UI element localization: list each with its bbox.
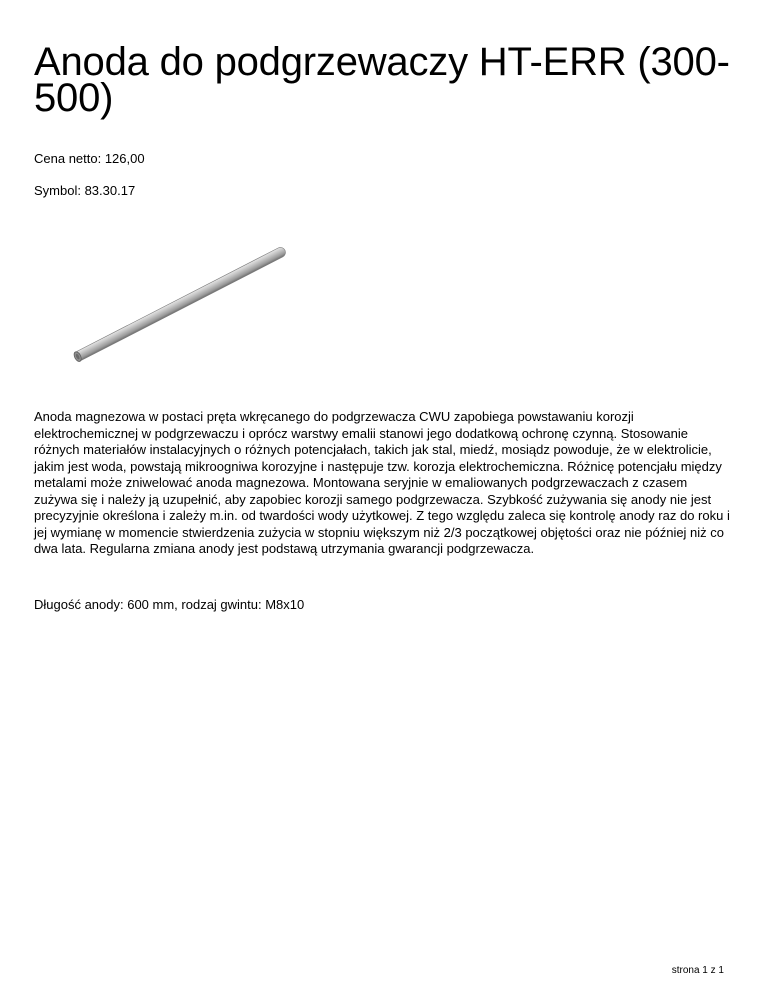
page-title: Anoda do podgrzewaczy HT-ERR (300-500) — [34, 40, 730, 120]
symbol-line: Symbol: 83.30.17 — [34, 183, 136, 198]
product-description: Anoda magnezowa w postaci pręta wkręcanego do podgrzewacza CWU zapobiega powstawaniu korozji elektrochemicznej w podgrzewaczu i oprócz warstwy emalii stanowi jego dodatkową ochronę czynną. Stosowanie różnych materiałów instalacyjnych o różnych potencjałach, takich jak stal, miedź, mosiądz powoduje, że w elektrolicie, jakim jest woda, powstają mikroogniwa korozyjne i następuje tzw. korozja elektrochemiczna. Różnicę potencjału między metalami może zniwelować anoda magnezowa. Montowana seryjnie w emaliowanych podgrzewaczach z czasem zużywa się i należy ją uzupełnić, aby zapobiec korozji samego podgrzewacza. Szybkość zużywania się anody nie jest precyzyjnie określona i zależy m.in. od twardości wody użytkowej. Z tego względu zaleca się kontrolę anody raz do roku i jej wymianę w momencie stwierdzenia zużycia w stopniu większym niż 2/3 początkowej objętości oraz nie później niż co dwa lata. Regularna zmiana anody jest podstawą utrzymania gwarancji podgrzewacza. — [34, 409, 730, 556]
page-number: strona 1 z 1 — [671, 965, 724, 976]
length-line: Długość anody: 600 mm, rodzaj gwintu: M8x10 — [34, 597, 305, 612]
anode-rod-body — [73, 246, 287, 363]
anode-rod-image — [60, 238, 290, 370]
price-line: Cena netto: 126,00 — [34, 151, 145, 166]
